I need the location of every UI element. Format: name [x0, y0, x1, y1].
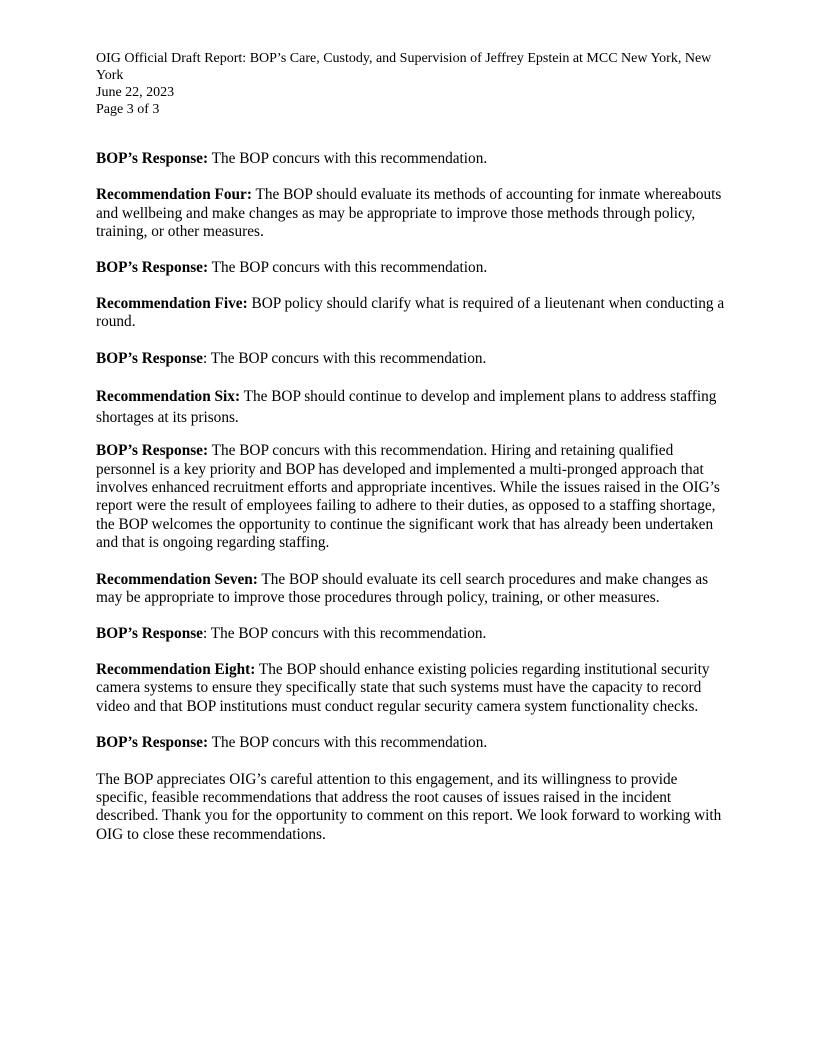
recommendation-text: The BOP should evaluate its cell search procedures and make changes as may be appropriate to improve those procedures through policy, training, or other measures. — [96, 570, 709, 607]
recommendation-four — [96, 186, 726, 241]
response-heading: BOP’s Response — [96, 349, 203, 367]
recommendation-five — [96, 295, 726, 332]
response-text: The BOP concurs with this recommendation. Hiring and retaining qualified personnel is a key priority and BOP has developed and implemented a multi-pronged approach that involves enhanced recruitment efforts and appropriate incentives. While the issues raised in the OIG’s report were the result of employees failing to adhere to their duties, as opposed to a staffing shortage, the BOP welcomes the opportunity to continue the significant work that has already been undertaken and that is ongoing regarding staffing. — [96, 442, 720, 552]
recommendation-heading: Recommendation Six: — [96, 388, 241, 406]
response-text: The BOP concurs with this recommendation. — [208, 258, 488, 276]
response-text: : The BOP concurs with this recommendation. — [202, 349, 487, 367]
recommendation-text: BOP policy should clarify what is required of a lieutenant when conducting a round. — [96, 295, 725, 331]
response-paragraph-8 — [96, 734, 726, 752]
response-heading: BOP’s Response: — [96, 734, 209, 752]
document-body — [96, 150, 726, 844]
report-title: OIG Official Draft Report: BOP’s Care, Custody, and Supervision of Jeffrey Epstein at MCC New York, New York — [96, 51, 712, 83]
recommendation-text: The BOP should enhance existing policies regarding institutional security camera systems to ensure they specifically state that such systems must have the capacity to record video and that BOP institutions must conduct regular security camera system functionality checks. — [96, 660, 710, 715]
closing-paragraph — [96, 771, 726, 845]
report-date: June 22, 2023 — [96, 85, 175, 100]
response-paragraph-4 — [96, 259, 726, 277]
recommendation-eight — [96, 661, 726, 716]
recommendation-text: The BOP should continue to develop and implement plans to address staffing shortages at its prisons. — [96, 388, 717, 427]
recommendation-heading: Recommendation Eight: — [96, 660, 256, 678]
response-text: The BOP concurs with this recommendation. — [208, 734, 488, 752]
response-heading: BOP’s Response: — [96, 442, 209, 460]
recommendation-heading: Recommendation Seven: — [96, 570, 258, 588]
document-page — [96, 50, 726, 844]
recommendation-heading: Recommendation Five: — [96, 295, 248, 313]
recommendation-seven — [96, 571, 726, 608]
response-paragraph-3 — [96, 150, 726, 168]
page-number: Page 3 of 3 — [96, 102, 160, 117]
response-text: : The BOP concurs with this recommendation. — [202, 624, 487, 642]
recommendation-heading: Recommendation Four: — [96, 186, 252, 204]
response-heading: BOP’s Response: — [96, 150, 209, 167]
response-paragraph-7 — [96, 625, 726, 643]
recommendation-text: The BOP should evaluate its methods of accounting for inmate whereabouts and wellbeing and make changes as may be appropriate to improve those methods through policy, training, or other measures. — [96, 186, 722, 241]
page-header — [96, 50, 726, 118]
recommendation-six — [96, 386, 726, 428]
response-paragraph-6 — [96, 442, 726, 552]
response-heading: BOP’s Response: — [96, 258, 209, 276]
response-heading: BOP’s Response — [96, 624, 203, 642]
response-text: The BOP concurs with this recommendation. — [208, 150, 488, 167]
response-paragraph-5 — [96, 350, 726, 368]
closing-text: The BOP appreciates OIG’s careful attention to this engagement, and its willingness to provide specific, feasible recommendations that address the root causes of issues raised in the incident described. Thank you for the opportunity to comment on this report. We look forward to working with OIG to close these recommendations. — [96, 770, 722, 843]
